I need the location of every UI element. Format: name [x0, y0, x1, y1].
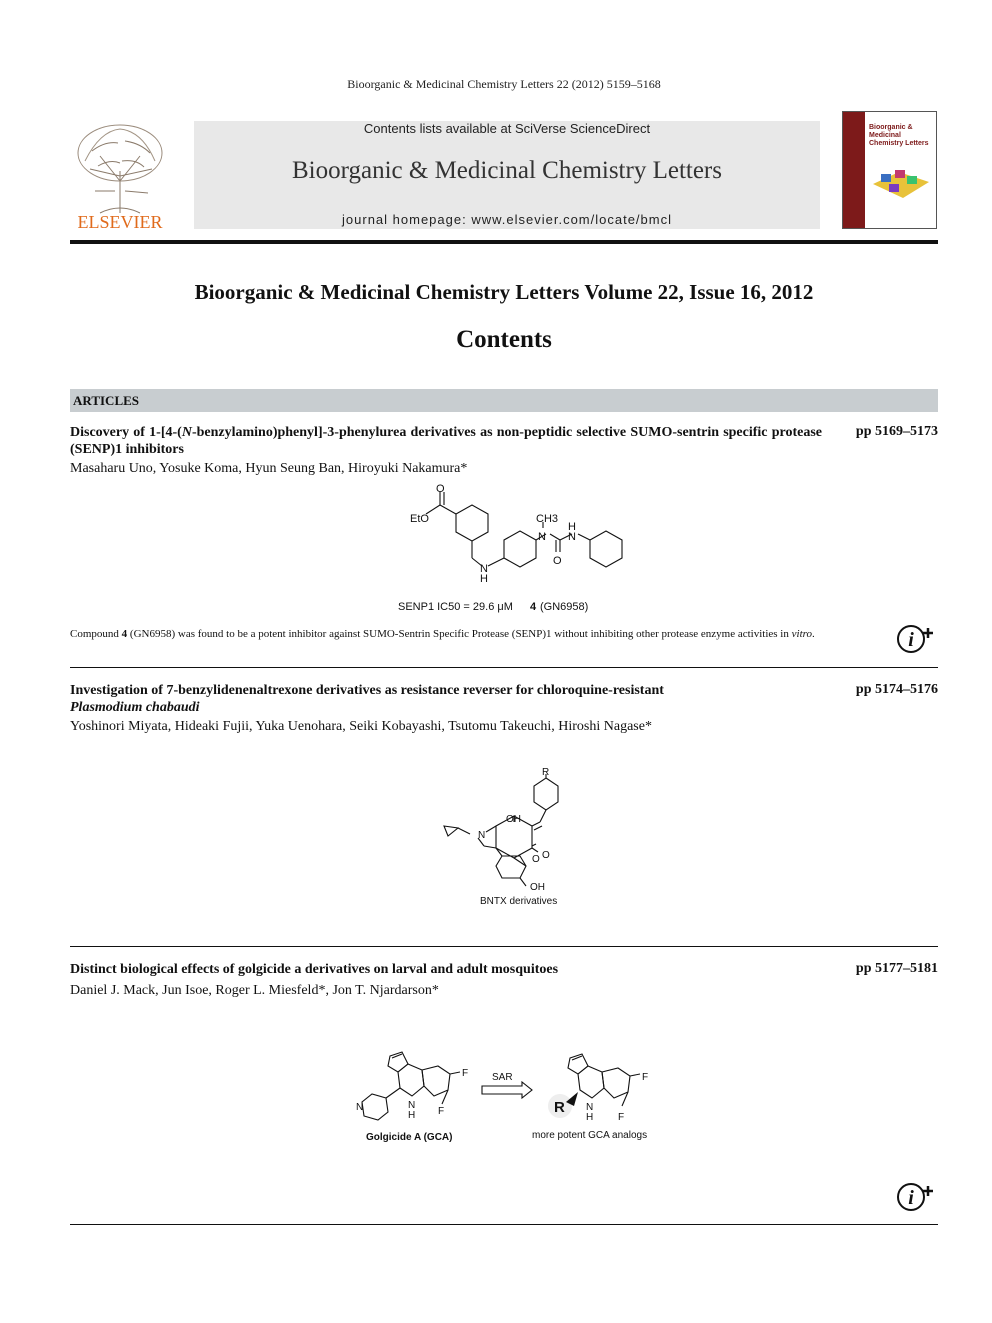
svg-text:N: N — [568, 531, 576, 543]
articles-section-label: ARTICLES — [73, 393, 140, 408]
svg-text:SAR: SAR — [492, 1072, 513, 1083]
svg-text:(GN6958): (GN6958) — [540, 601, 589, 613]
svg-text:R: R — [542, 767, 550, 778]
svg-text:F: F — [642, 1072, 649, 1083]
svg-text:R: R — [554, 1099, 565, 1116]
svg-text:N: N — [478, 830, 486, 841]
svg-text:more potent GCA analogs: more potent GCA analogs — [532, 1130, 648, 1141]
article-1-info-icon[interactable] — [896, 624, 938, 654]
svg-text:EtO: EtO — [410, 513, 429, 525]
contents-heading: Contents — [456, 326, 552, 353]
abstract-text: Compound — [70, 628, 122, 640]
article-3-title[interactable]: Distinct biological effects of golgicide a derivatives on larval and adult mosquitoes — [70, 962, 559, 977]
volume-title: Bioorganic & Medicinal Chemistry Letters Volume 22, Issue 16, 2012 — [194, 280, 814, 304]
svg-text:O: O — [542, 850, 550, 861]
svg-text:O: O — [532, 854, 540, 865]
article-2-structure — [440, 764, 600, 908]
article-separator-1 — [70, 667, 938, 668]
cover-title: Bioorganic & Medicinal Chemistry Letters — [869, 124, 929, 147]
svg-text:F: F — [618, 1112, 625, 1123]
svg-text:N: N — [538, 531, 546, 543]
abstract-end: . — [812, 628, 815, 640]
elsevier-wordmark: ELSEVIER — [77, 212, 163, 231]
svg-text:OH: OH — [530, 882, 545, 893]
journal-cover-thumbnail — [842, 111, 937, 229]
svg-text:F: F — [462, 1068, 469, 1079]
svg-text:H: H — [568, 521, 576, 533]
article-separator-2 — [70, 946, 938, 947]
svg-text:CH3: CH3 — [536, 513, 559, 525]
citation-line: Bioorganic & Medicinal Chemistry Letters 22 (2012) 5159–5168 — [347, 77, 661, 91]
svg-text:BNTX derivatives: BNTX derivatives — [480, 896, 558, 907]
article-1-title-text-cont: -benzylamino)phenyl]-3-phenylurea derivatives as non-peptidic selective SUMO-sentrin specific protease (SENP)1 inhibitors — [70, 425, 822, 457]
header-rule — [70, 240, 938, 244]
article-1-title-text: Discovery of 1-[4-( — [70, 425, 182, 440]
svg-text:F: F — [438, 1106, 445, 1117]
journal-homepage[interactable]: journal homepage: www.elsevier.com/locate/bmcl — [342, 212, 672, 227]
contents-available-line: Contents lists available at SciVerse ScienceDirect — [363, 121, 651, 136]
svg-text:N: N — [480, 563, 488, 575]
svg-text:4: 4 — [530, 601, 537, 613]
svg-text:O: O — [553, 555, 562, 567]
article-1-pages: pp 5169–5173 — [855, 424, 938, 439]
article-2-title-text: Investigation of 7-benzylidenenaltrexone derivatives as resistance reverser for chloroquine-resistant — [70, 683, 664, 698]
svg-text:SENP1 IC50 = 29.6 μM: SENP1 IC50 = 29.6 μM — [398, 601, 513, 613]
article-separator-3 — [70, 1224, 938, 1225]
article-2-pages: pp 5174–5176 — [855, 682, 938, 697]
abstract-italic: vitro — [791, 628, 812, 640]
article-1-title-italic: N — [181, 425, 192, 440]
svg-text:i: i — [908, 629, 914, 651]
svg-text:O: O — [436, 484, 445, 495]
elsevier-tree-logo — [70, 121, 170, 231]
articles-section-bar — [70, 389, 938, 412]
article-3-authors: Daniel J. Mack, Jun Isoe, Roger L. Miesfeld*, Jon T. Njardarson* — [70, 983, 439, 998]
cover-spine — [843, 112, 865, 228]
abstract-text-cont: (GN6958) was found to be a potent inhibitor against SUMO-Sentrin Specific Protease (SENP)1 without inhibiting other protease enzyme activities in — [127, 628, 792, 640]
svg-text:H: H — [480, 573, 488, 585]
svg-text:i: i — [908, 1187, 914, 1209]
cover-artwork — [869, 154, 933, 206]
svg-text:N: N — [586, 1102, 594, 1113]
svg-text:H: H — [586, 1112, 594, 1123]
article-1-abstract — [70, 627, 820, 642]
abstract-compound: 4 — [121, 628, 128, 640]
journal-banner — [194, 121, 820, 229]
article-1-title[interactable] — [70, 424, 822, 458]
article-2-authors: Yoshinori Miyata, Hideaki Fujii, Yuka Uenohara, Seiki Kobayashi, Tsutomu Takeuchi, Hiroshi Nagase* — [70, 719, 652, 734]
journal-title: Bioorganic & Medicinal Chemistry Letters — [291, 157, 722, 184]
svg-text:N: N — [356, 1102, 364, 1113]
article-1-structure — [396, 484, 636, 620]
article-3-pages: pp 5177–5181 — [855, 961, 938, 976]
article-3-scheme — [352, 1044, 664, 1148]
svg-text:OH: OH — [506, 814, 521, 825]
svg-text:N: N — [408, 1100, 416, 1111]
svg-text:H: H — [408, 1110, 416, 1121]
article-1-authors: Masaharu Uno, Yosuke Koma, Hyun Seung Ban, Hiroyuki Nakamura* — [70, 461, 468, 476]
article-2-title[interactable] — [70, 682, 822, 716]
article-2-title-italic: Plasmodium chabaudi — [70, 700, 200, 715]
article-3-info-icon[interactable] — [896, 1182, 938, 1212]
svg-text:Golgicide A (GCA): Golgicide A (GCA) — [366, 1132, 453, 1143]
